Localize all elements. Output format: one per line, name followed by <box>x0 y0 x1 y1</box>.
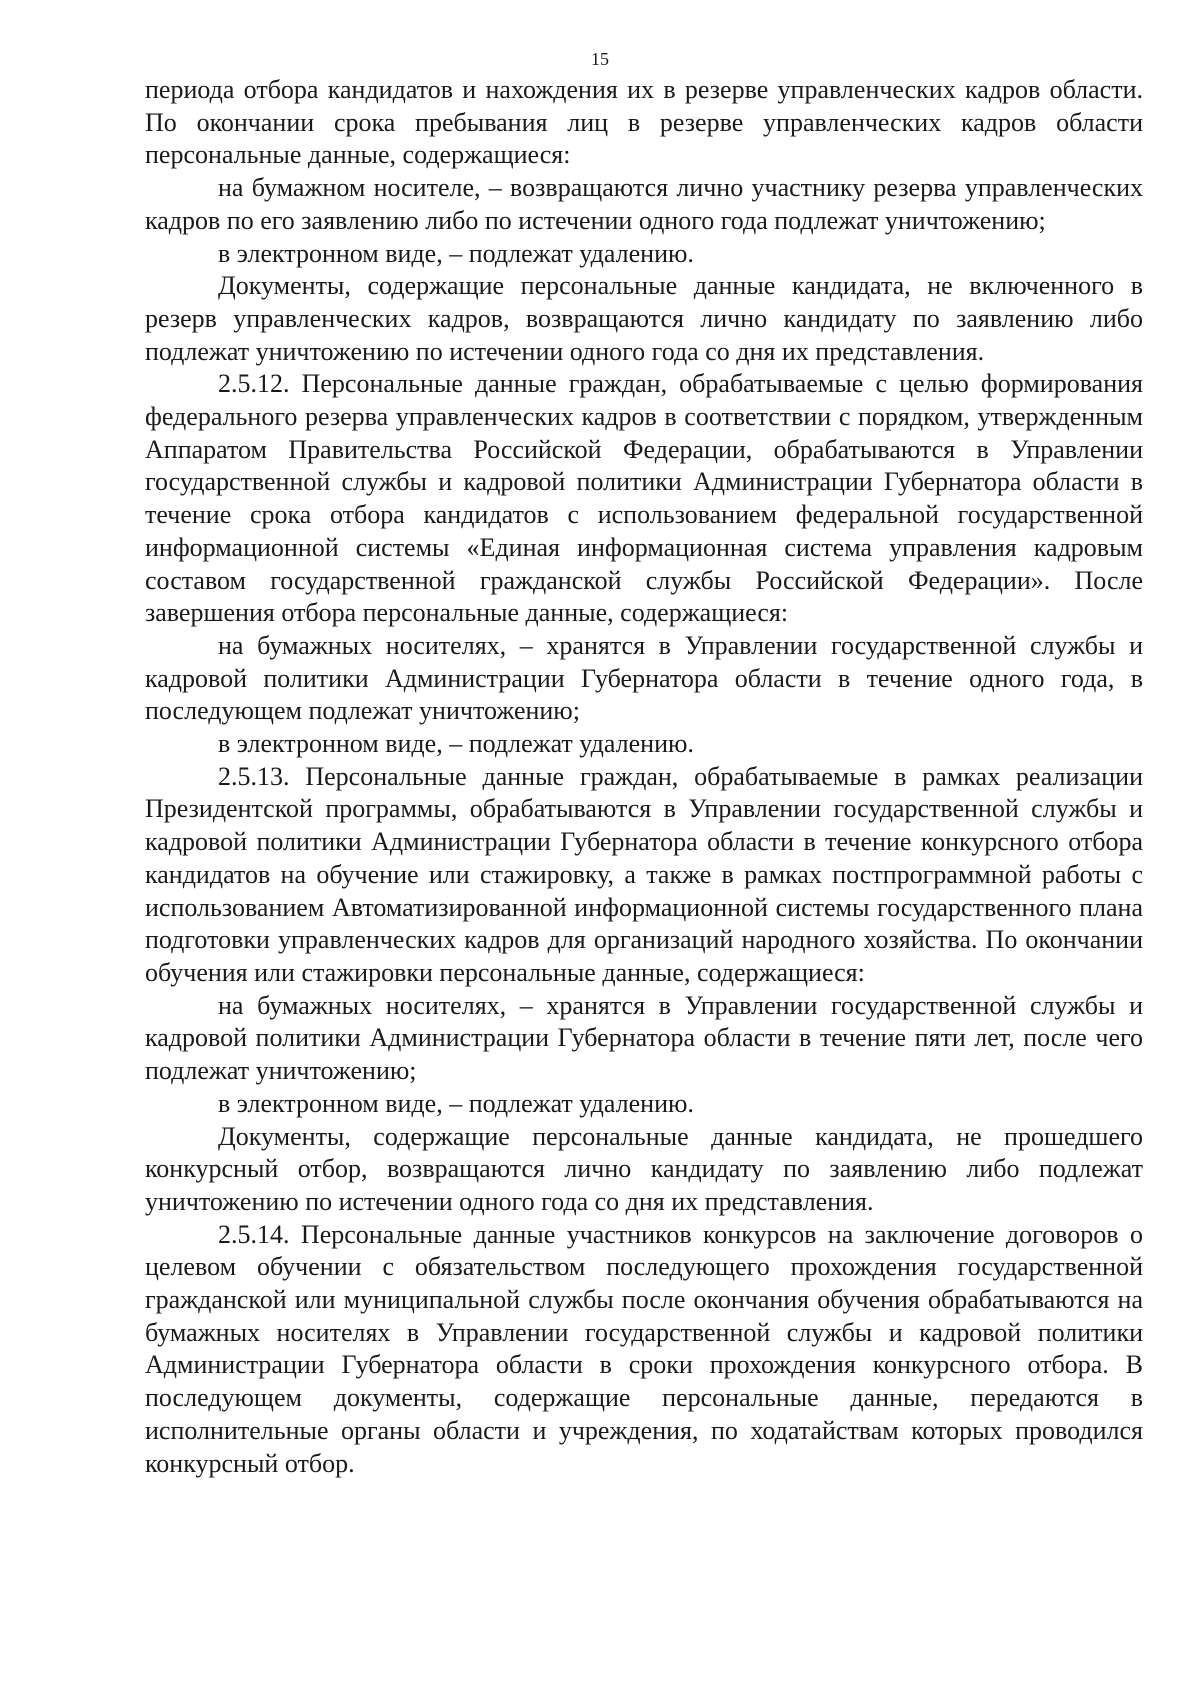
paragraph-electronic: в электронном виде, – подлежат удалению. <box>218 238 694 268</box>
paragraph-documents-not-included: Документы, содержащие персональные данные кандидата, не включенного в резерв управленческих кадров, возвращаются лично кандидату по заявлению либо подлежат уничтожению по истечении одного года со дня их представления. <box>145 271 1143 366</box>
paragraph-continuation: периода отбора кандидатов и нахождения их в резерве управленческих кадров области. По окончании срока пребывания лиц в резерве управленческих кадров области персональные данные, содержащиеся: <box>145 75 1143 170</box>
paragraph-electronic-2: в электронном виде, – подлежат удалению. <box>218 729 694 759</box>
clause-2-5-14: 2.5.14. Персональные данные участников конкурсов на заключение договоров о целевом обучении с обязательством последующего прохождения государственной гражданской или муниципальной службы после окончания обучения обрабатываются на бумажных носителях в Управлении государственной службы и кадровой политики Администрации Губернатора области в сроки прохождения конкурсного отбора. В последующем документы, содержащие персональные данные, передаются в исполнительные органы области и учреждения, по ходатайствам которых проводился конкурсный отбор. <box>145 1219 1143 1478</box>
paragraph-paper-media-2: на бумажных носителях, – хранятся в Управлении государственной службы и кадровой политики Администрации Губернатора области в течение одного года, в последующем подлежат уничтожению; <box>145 630 1143 726</box>
paragraph-paper-media: на бумажном носителе, – возвращаются лично участнику резерва управленческих кадров по его заявлению либо по истечении одного года подлежат уничтожению; <box>145 173 1143 235</box>
document-body <box>145 74 1143 1480</box>
clause-2-5-13: 2.5.13. Персональные данные граждан, обрабатываемые в рамках реализации Президентской программы, обрабатываются в Управлении государственной службы и кадровой политики Администрации Губернатора области в течение конкурсного отбора кандидатов на обучение или стажировку, а также в рамках постпрограммной работы с использованием Автоматизированной информационной системы государственного плана подготовки управленческих кадров для организаций народного хозяйства. По окончании обучения или стажировки персональные данные, содержащиеся: <box>145 761 1143 987</box>
paragraph-documents-not-passed: Документы, содержащие персональные данные кандидата, не прошедшего конкурсный отбор, возвращаются лично кандидату по заявлению либо подлежат уничтожению по истечении одного года со дня их представления. <box>145 1121 1143 1216</box>
paragraph-paper-media-3: на бумажных носителях, – хранятся в Управлении государственной службы и кадровой политики Администрации Губернатора области в течение пяти лет, после чего подлежат уничтожению; <box>145 990 1143 1086</box>
clause-2-5-12: 2.5.12. Персональные данные граждан, обрабатываемые с целью формирования федерального резерва управленческих кадров в соответствии с порядком, утвержденным Аппаратом Правительства Российской Федерации, обрабатываются в Управлении государственной службы и кадровой политики Администрации Губернатора области в течение срока отбора кандидатов с использованием федеральной государственной информационной системы «Единая информационная система управления кадровым составом государственной гражданской службы Российской Федерации». После завершения отбора персональные данные, содержащиеся: <box>145 369 1143 628</box>
page-number: 15 <box>591 49 609 69</box>
paragraph-electronic-3: в электронном виде, – подлежат удалению. <box>218 1088 694 1118</box>
